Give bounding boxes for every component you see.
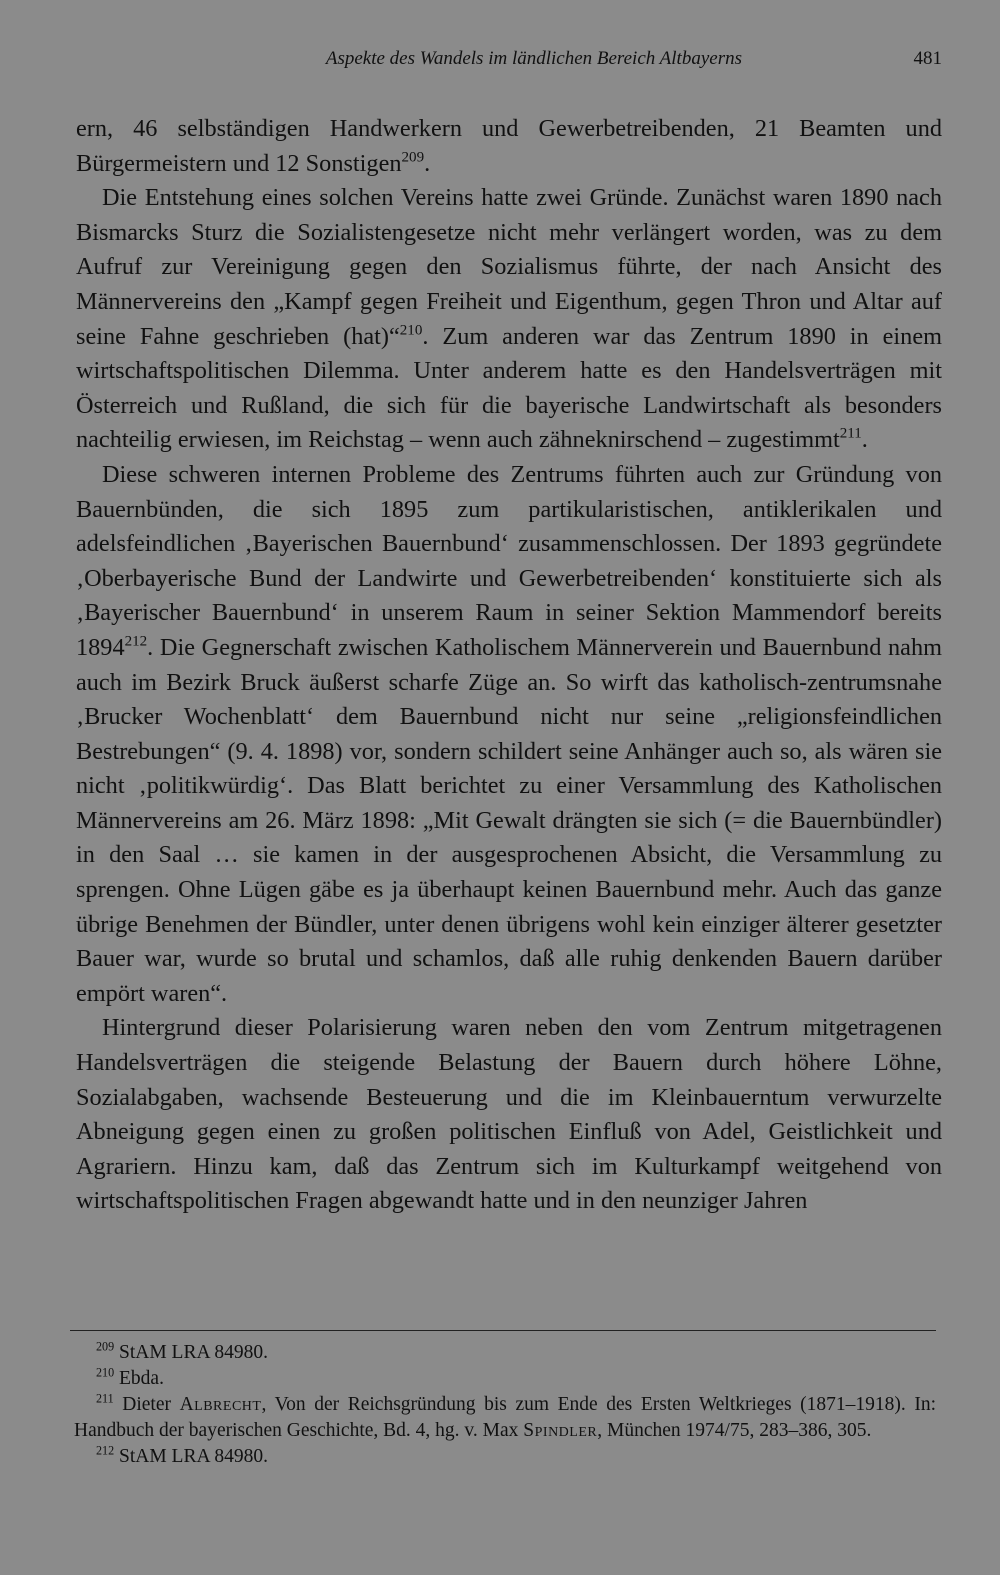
text-run: , München 1974/75, 283–386, 305. [597,1420,872,1441]
paragraph [76,112,942,181]
footnote-reference: 211 [839,426,862,443]
running-header [76,48,942,74]
text-run: . [424,149,431,177]
footnote [74,1340,936,1366]
paragraph [76,181,942,458]
text-run: Ebda. [119,1368,164,1389]
footnote-number: 211 [96,1391,114,1406]
text-run: Dieter [122,1394,180,1415]
text-run: StAM LRA 84980. [119,1342,268,1363]
footnote-reference: 212 [124,633,148,650]
text-run: . [861,426,868,454]
text-run: StAM LRA 84980. [119,1446,268,1467]
page-number: 481 [913,48,942,69]
body-text [76,112,942,1219]
text-run: . Zum anderen war das Zentrum 1890 in einem wirtschaftspolitischen Dilemma. Unter anderem hatte es den Handelsverträgen mit Österreich und Rußland, die sich für die bayerische Landwirtschaft als besonders nachteilig erwiesen, im Reichstag – wenn auch zähneknirschend – zugestimmt [76,322,942,454]
text-run: Diese schweren internen Probleme des Zentrums führten auch zur Gründung von Bauernbünden, die sich 1895 zum partikularistischen, antiklerikalen und adelsfeindlichen ‚Bayerischen Bauernbund‘ zusammenschlossen. Der 1893 gegründete ‚Oberbayerische Bund der Landwirte und Gewerbetreibenden‘ konstituierte sich als ‚Bayerischer Bauernbund‘ in unserem Raum in seiner Sektion Mammendorf bereits 1894 [76,460,942,661]
paragraph [76,458,942,1012]
footnote [74,1392,936,1444]
text-run: ern, 46 selbständigen Handwerkern und Gewerbetreibenden, 21 Beamten und Bürgermeistern und 12 Sonstigen [76,115,942,177]
footnote [74,1366,936,1392]
footnote-number: 212 [96,1443,115,1458]
running-title: Aspekte des Wandels im ländlichen Bereich Altbayerns [325,48,742,69]
footnote-number: 210 [96,1365,115,1380]
text-run: Die Entstehung eines solchen Vereins hatte zwei Gründe. Zunächst waren 1890 nach Bismarcks Sturz die Sozialistengesetze nicht mehr verlängert worden, was zu dem Aufruf zur Vereinigung gegen den Sozialismus führte, der nach Ansicht des Männervereins den „Kampf gegen Freiheit und Eigenthum, gegen Thron und Altar auf seine Fahne geschrieben (hat)“ [76,184,942,350]
author-name: Albrecht [179,1394,262,1415]
footnote-rule [70,1330,936,1331]
text-run: . Die Gegnerschaft zwischen Katholischem Männerverein und Bauernbund nahm auch im Bezirk Bruck äußerst scharfe Züge an. So wirft das katholisch-zentrumsnahe ‚Brucker Wochenblatt‘ dem Bauernbund nicht nur seine „religionsfeindlichen Bestrebungen“ (9. 4. 1898) vor, sondern schildert seine Anhänger auch so, als wären sie nicht ‚politikwürdig‘. Das Blatt berichtet zu einer Versammlung des Katholischen Männervereins am 26. März 1898: „Mit Gewalt drängten sie sich (= die Bauernbündler) in den Saal … sie kamen in der ausgesprochenen Absicht, die Versammlung zu sprengen. Ohne Lügen gäbe es ja überhaupt keinen Bauernbund mehr. Auch das ganze übrige Benehmen der Bündler, unter denen übrigens wohl kein einziger älterer gesetzter Bauer war, wurde so brutal und schamlos, daß alle ruhig denkenden Bauern darüber empört waren“. [76,633,942,1007]
paragraph [76,1011,942,1219]
author-name: Spindler [523,1420,598,1441]
text-run: Hintergrund dieser Polarisierung waren neben den vom Zentrum mitgetragenen Handelsverträgen die steigende Belastung der Bauern durch höhere Löhne, Sozialabgaben, wachsende Besteuerung und die im Kleinbauerntum verwurzelte Abneigung gegen einen zu großen politischen Einfluß von Adel, Geistlichkeit und Agrariern. Hinzu kam, daß das Zentrum sich im Kulturkampf weitgehend von wirtschaftspolitischen Fragen abgewandt hatte und in den neunziger Jahren [76,1014,942,1215]
footnotes [74,1340,936,1470]
footnote-reference: 209 [401,149,425,166]
text-run: , Von der Reichsgründung bis zum Ende des Ersten Weltkrieges (1871–1918). In: Handbuch der bayerischen Geschichte, Bd. 4, hg. v. Max [74,1394,936,1441]
footnote-number: 209 [96,1339,115,1354]
footnote [74,1444,936,1470]
footnote-reference: 210 [399,322,423,339]
